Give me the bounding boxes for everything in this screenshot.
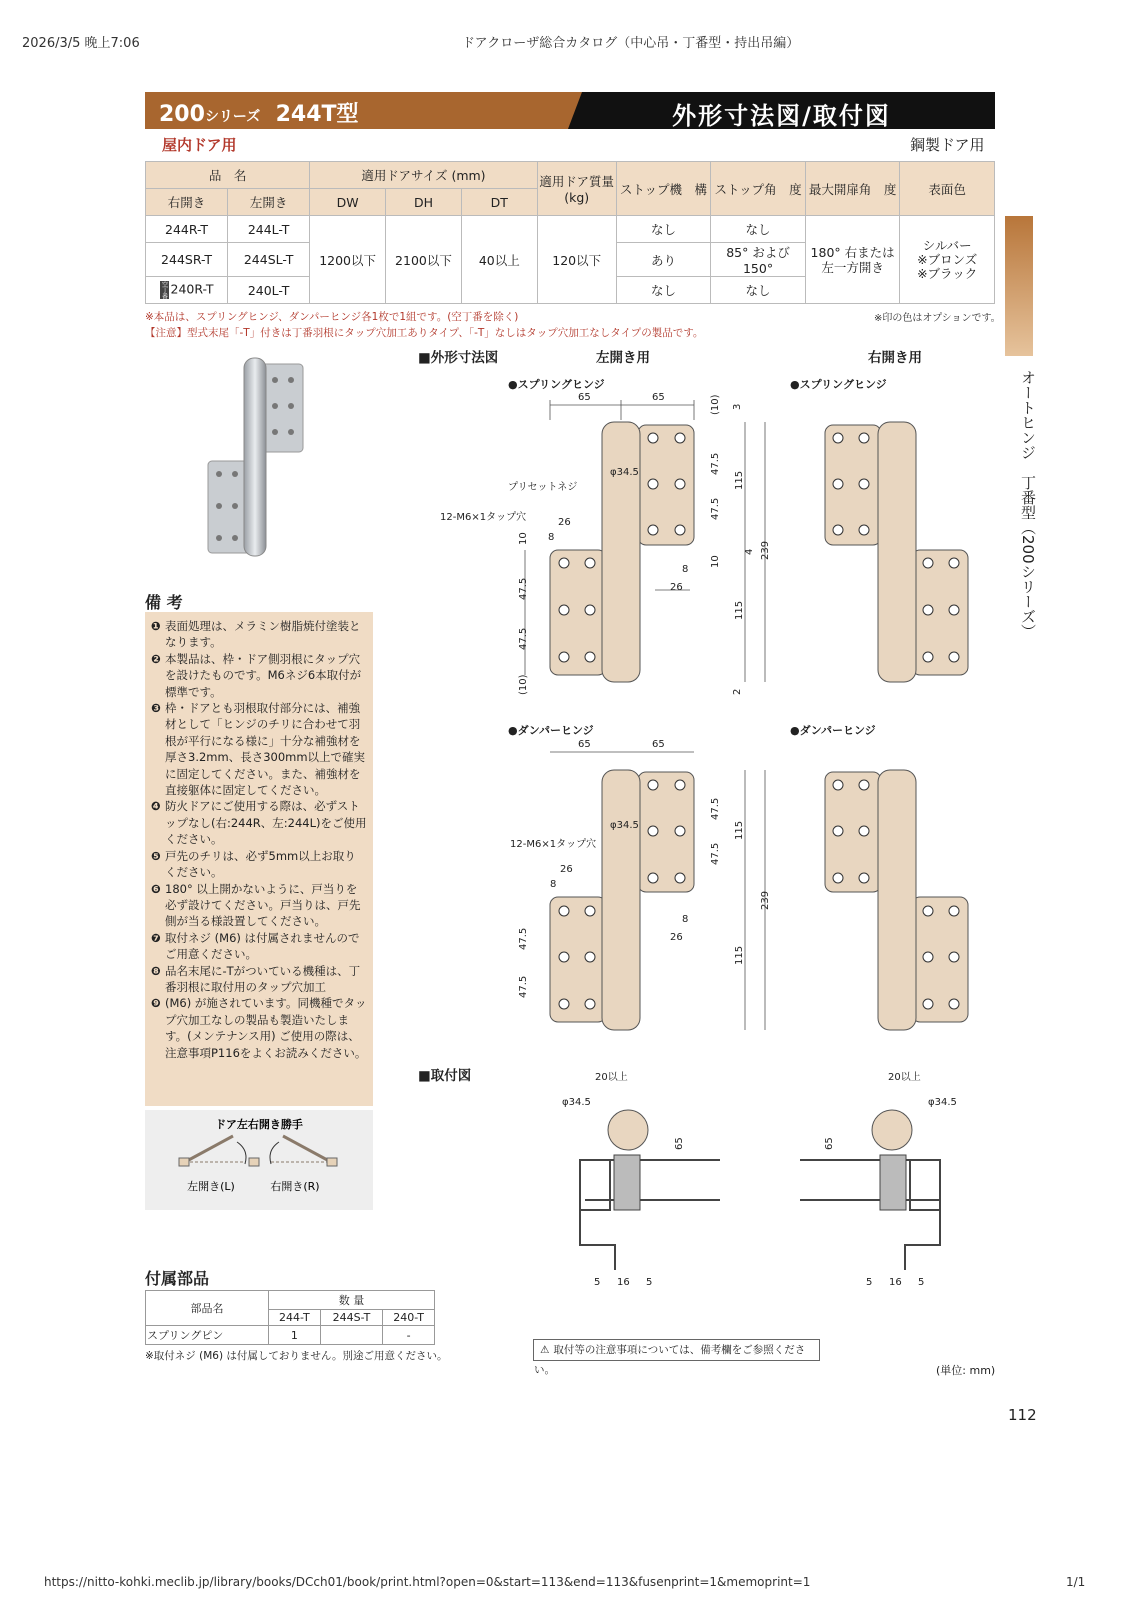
list-item [151, 700, 367, 798]
item-number: ❽ [151, 963, 161, 978]
cell-stop-angle: 85° および150° [711, 243, 806, 277]
section-band [568, 92, 995, 129]
print-url: https://nitto-kohki.meclib.jp/library/books/DCch01/book/print.html?open=0&start=113&end=113&fusenprint=1&memoprint=1 [44, 1575, 811, 1589]
cell-stop-angle: なし [711, 216, 806, 243]
list-item [151, 848, 367, 881]
dim-3: 3 [732, 403, 743, 410]
dim-47-5: 47.5 [518, 927, 529, 950]
door-hand-box [145, 1110, 373, 1210]
damper-hinge-left [510, 739, 771, 1030]
th-left: 左開き [228, 189, 310, 216]
list-item [151, 963, 367, 996]
mount-gap: 20以上 [595, 1072, 628, 1083]
th-door-size: 適用ドアサイズ (mm) [310, 162, 538, 189]
dim-10: 10 [710, 555, 721, 568]
mount-5: 5 [594, 1277, 601, 1288]
accessories-table [145, 1290, 435, 1345]
th-qty: 数 量 [269, 1291, 435, 1310]
cell-qty: - [383, 1326, 435, 1345]
side-tab [1005, 216, 1033, 356]
th-right: 右開き [146, 189, 228, 216]
mount-phi: φ34.5 [928, 1097, 957, 1108]
spring-right-label: ●スプリングヒンジ [790, 378, 887, 391]
dim-115: 115 [734, 600, 745, 620]
color-bronze: ※ブロンズ [917, 251, 978, 267]
dim-65: 65 [578, 392, 591, 403]
th-dh: DH [386, 189, 462, 216]
note-caution: 【注意】型式末尾「-T」付きは丁番羽根にタップ穴加工ありタイプ、「-T」なしはタップ穴加工なしタイプの製品です。 [145, 327, 704, 339]
mount-right [800, 1070, 957, 1288]
hand-right-label: 右開き(R) [270, 1180, 320, 1193]
mount-5: 5 [866, 1277, 873, 1288]
cell-left: 244L-T [228, 216, 310, 243]
item-number: ❶ [151, 619, 161, 633]
cell-left: 240L-T [228, 277, 310, 304]
cell-dw: 1200以下 [310, 216, 386, 304]
dim-47-5: 47.5 [710, 497, 721, 520]
list-item [151, 930, 367, 963]
mount-5: 5 [646, 1277, 653, 1288]
cell-qty [320, 1326, 382, 1345]
print-datetime: 2026/3/5 晚上7:06 [22, 36, 140, 51]
item-text: 本製品は、枠・ドア側羽根にタップ穴を設けたものです。M6ネジ6本取付が 標準です。 [165, 651, 362, 699]
th-model: 244S-T [320, 1310, 382, 1326]
cell-color [900, 216, 995, 304]
list-item [151, 651, 367, 700]
th-name: 品 名 [146, 162, 310, 189]
accessories-heading: 付属部品 [145, 1269, 210, 1288]
cell-right [146, 277, 228, 304]
dim-phi: φ34.5 [610, 467, 639, 478]
spring-hinge-right [825, 422, 968, 682]
dim-8: 8 [550, 879, 557, 890]
damper-left-label: ●ダンパーヒンジ [508, 724, 594, 737]
dim-26: 26 [558, 517, 571, 528]
outline-heading: ■外形寸法図 [418, 350, 499, 366]
dim-4: 4 [744, 548, 755, 555]
color-silver: シルバー [922, 237, 972, 253]
item-text: 180° 以上開かないように、戸当りを必ず設けてください。戸当りは、戸先側が当る様設置してください。 [165, 881, 361, 929]
list-item [151, 995, 367, 1061]
th-color: 表面色 [900, 162, 995, 216]
series-band [145, 92, 568, 129]
mount-phi: φ34.5 [562, 1097, 591, 1108]
drawings-canvas [400, 350, 1000, 1360]
item-text: 品名末尾に-Tがついている機種は、丁番羽根に取付用のタップ穴加工 [165, 963, 361, 994]
cell-weight: 120以下 [537, 216, 616, 304]
subtitle-indoor: 屋内ドア用 [162, 136, 237, 154]
dim-115: 115 [734, 820, 745, 840]
warning-icon: ⚠ [540, 1344, 550, 1356]
item-number: ❼ [151, 930, 161, 945]
damper-right-label: ●ダンパーヒンジ [790, 724, 876, 737]
left-label: 左開き用 [596, 350, 650, 366]
cell-stop: なし [616, 277, 711, 304]
remarks-heading: 備 考 [145, 593, 183, 612]
dim-47-5: 47.5 [518, 627, 529, 650]
max-angle-line2: 左一方開き [821, 259, 884, 275]
section-title: 外形寸法図/取付図 [672, 102, 891, 130]
dim-10: 10 [518, 532, 529, 545]
cell-qty: 1 [269, 1326, 321, 1345]
dim-65: 65 [652, 392, 665, 403]
th-weight: 適用ドア質量(kg) [537, 162, 616, 216]
color-black: ※ブラック [917, 265, 978, 281]
hand-left-label: 左開き(L) [187, 1180, 235, 1193]
dim-p10: (10) [518, 674, 529, 695]
th-model: 244-T [269, 1310, 321, 1326]
mount-gap: 20以上 [888, 1072, 921, 1083]
dim-26: 26 [670, 932, 683, 943]
th-part: 部品名 [146, 1291, 269, 1326]
th-model: 240-T [383, 1310, 435, 1326]
dim-47-5: 47.5 [518, 577, 529, 600]
print-page-count: 1/1 [1066, 1575, 1086, 1589]
mount-65: 65 [824, 1137, 835, 1150]
accessories-note: ※取付ネジ (M6) は付属しておりません。別途ご用意ください。 [145, 1350, 448, 1362]
series-number: 200 [159, 102, 205, 127]
list-item [151, 881, 367, 930]
caution-text: 取付等の注意事項については、備考欄をご参照ください。 [534, 1344, 806, 1376]
dim-26: 26 [560, 864, 573, 875]
spec-table [145, 161, 995, 304]
dim-8: 8 [682, 564, 689, 575]
remarks-box [145, 612, 373, 1106]
item-text: 表面処理は、メラミン樹脂焼付塗装となります。 [165, 619, 361, 650]
item-number: ❾ [151, 996, 161, 1011]
right-label: 右開き用 [868, 350, 922, 366]
dim-p10: (10) [710, 394, 721, 415]
mount-left [562, 1070, 720, 1288]
list-item [151, 798, 367, 847]
dim-239: 239 [760, 890, 771, 910]
item-number: ❻ [151, 881, 161, 896]
mount-5: 5 [918, 1277, 925, 1288]
cell-max-angle [805, 216, 900, 304]
damper-hinge-right [825, 770, 968, 1030]
page-number: 112 [1008, 1406, 1037, 1424]
item-number: ❷ [151, 651, 161, 666]
th-stop: ストップ機 構 [616, 162, 711, 216]
dim-2: 2 [732, 688, 743, 695]
table-row [146, 216, 995, 243]
th-stop-angle: ストップ角 度 [711, 162, 806, 216]
item-text: (M6) が施されています。同機種でタップ穴加工なしの製品も製造いたします。(メンテナンス用) ご使用の際は、注意事項P116をよくお読みください。 [165, 996, 367, 1060]
hand-title: ドア左右開き勝手 [215, 1118, 303, 1131]
max-angle-line1: 180° 右または [810, 244, 895, 260]
dim-47-5: 47.5 [518, 975, 529, 998]
preset-screw-label: プリセットネジ [508, 482, 578, 493]
blank-hinge-tag: 空丁番 [160, 281, 168, 299]
cell-part: スプリングピン [146, 1326, 269, 1345]
cell-stop-angle: なし [711, 277, 806, 304]
cell-stop: なし [616, 216, 711, 243]
model-name: 244T型 [275, 102, 359, 127]
item-number: ❸ [151, 701, 161, 716]
product-photo [205, 356, 305, 560]
item-text: 取付ネジ (M6) は付属されませんのでご用意ください。 [165, 930, 360, 962]
list-item [151, 618, 367, 651]
th-dw: DW [310, 189, 386, 216]
dim-115: 115 [734, 470, 745, 490]
mount-65: 65 [674, 1137, 685, 1150]
item-number: ❺ [151, 848, 161, 863]
cell-right: 244SR-T [146, 243, 228, 277]
dim-239: 239 [760, 540, 771, 560]
print-title: ドアクローザ総合カタログ（中心吊・丁番型・持出吊編） [462, 36, 800, 51]
caution-box [533, 1339, 820, 1376]
door-hand-diagram [145, 1110, 373, 1210]
note-option: ※印の色はオプションです。 [874, 313, 1001, 324]
item-text: 枠・ドアとも羽根取付部分には、補強材として「ヒンジのチリに合わせて羽根が平行になる様に」十分な補強材を厚さ3.2mm、長さ300mm以上で確実に固定してください。また、補強材を直接躯体に固定してください。 [165, 701, 366, 798]
remarks-list [151, 618, 367, 1061]
dim-8: 8 [548, 532, 555, 543]
dim-65: 65 [652, 739, 665, 750]
dim-47-5: 47.5 [710, 797, 721, 820]
dim-47-5: 47.5 [710, 842, 721, 865]
tap-label: 12-M6×1タップ穴 [510, 839, 597, 850]
dim-47-5: 47.5 [710, 452, 721, 475]
series-suffix: シリーズ [204, 109, 261, 125]
cell-dt: 40以上 [461, 216, 537, 304]
subtitle-steel: 鋼製ドア用 [910, 136, 985, 154]
cell-right: 244R-T [146, 216, 228, 243]
dim-65: 65 [578, 739, 591, 750]
spring-hinge-left [440, 392, 771, 695]
cell-stop: あり [616, 243, 711, 277]
item-text: 防火ドアにご使用する際は、必ずストップなし(右:244R、左:244L)をご使用ください。 [165, 799, 367, 847]
cell-right-text: 240R-T [170, 281, 214, 297]
dim-phi: φ34.5 [610, 820, 639, 831]
mount-16: 16 [617, 1277, 630, 1288]
mount-heading: ■取付図 [418, 1068, 472, 1084]
dim-115: 115 [734, 945, 745, 965]
item-number: ❹ [151, 799, 161, 814]
unit-label: (単位: mm) [936, 1364, 996, 1377]
cell-dh: 2100以下 [386, 216, 462, 304]
note-set: ※本品は、スプリングヒンジ、ダンパーヒンジ各1枚で1組です。(空丁番を除く) [145, 311, 519, 323]
dim-8: 8 [682, 914, 689, 925]
th-max-angle: 最大開扉角 度 [805, 162, 900, 216]
tap-label: 12-M6×1タップ穴 [440, 512, 527, 523]
dim-26: 26 [670, 582, 683, 593]
spring-left-label: ●スプリングヒンジ [508, 378, 605, 391]
item-text: 戸先のチリは、必ず5mm以上お取りください。 [165, 848, 356, 880]
side-tab-label: オートヒンジ 丁番型（200シリーズ） [1019, 370, 1037, 639]
cell-left: 244SL-T [228, 243, 310, 277]
mount-16: 16 [889, 1277, 902, 1288]
th-dt: DT [461, 189, 537, 216]
table-row [146, 1326, 435, 1345]
